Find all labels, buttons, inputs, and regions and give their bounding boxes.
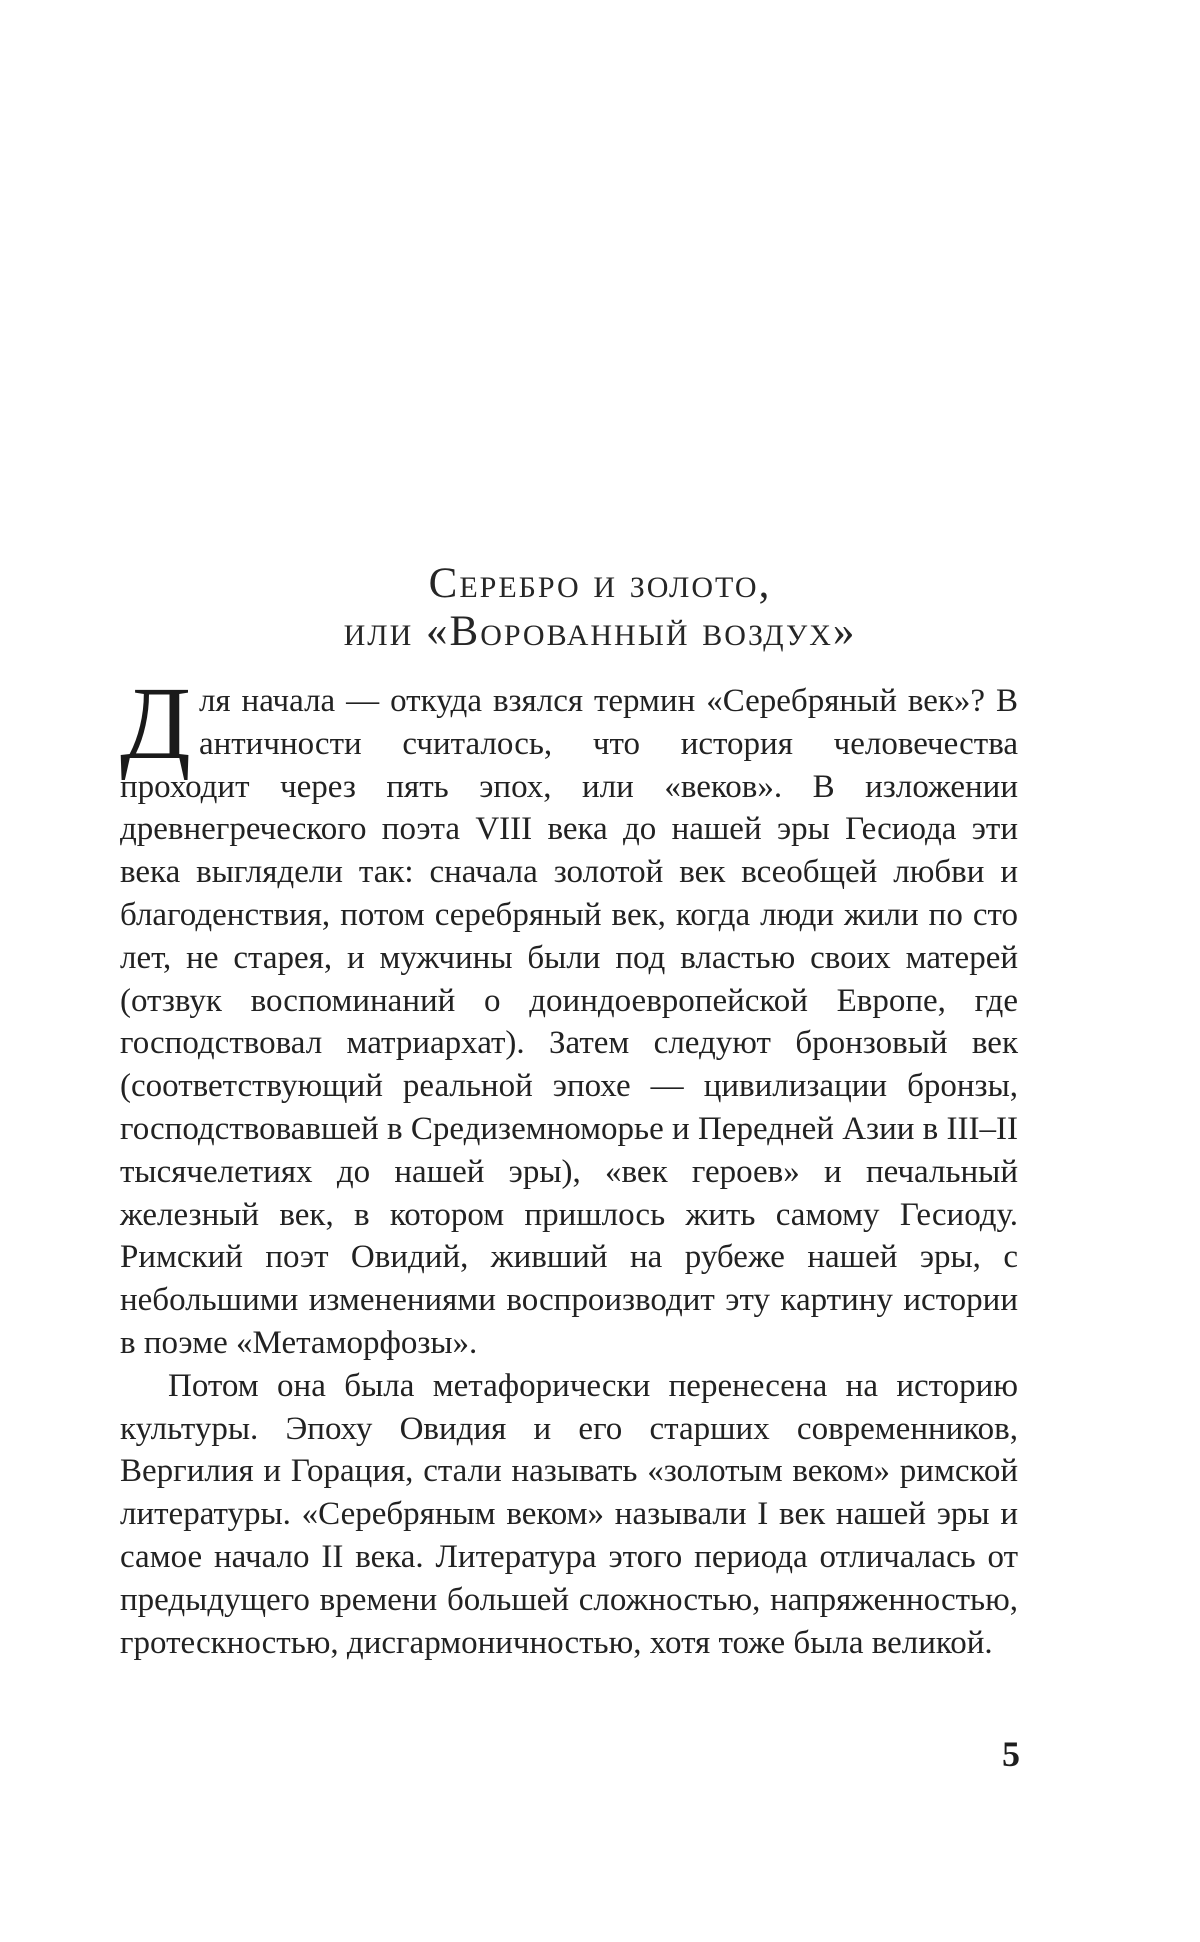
chapter-title xyxy=(0,560,1200,656)
page-number: 5 xyxy=(1002,1734,1020,1774)
body-text xyxy=(120,666,1018,1664)
chapter-title-line-2: или «Ворованный воздух» xyxy=(343,608,857,655)
paragraph-1-text: ля начала — откуда взялся термин «Серебряный век»? В античности считалось, что история человечества проходит через пять эпох, или «веков». В изложении древнегреческого поэта VIII века до нашей эры Гесиода эти века выглядели так: сначала золотой век всеобщей любви и благоденствия, потом серебряный век, когда люди жили по сто лет, не старея, и мужчины были под властью своих матерей (отзвук воспоминаний о доиндоевропейской Европе, где господствовал матриархат). Затем следуют бронзовый век (соответствующий реальной эпохе — цивилизации бронзы, господствовавшей в Средиземноморье и Передней Азии в III–II тысячелетиях до нашей эры), «век героев» и печальный железный век, в котором пришлось жить самому Гесиоду. Римский поэт Овидий, живший на рубеже нашей эры, с небольшими изменениями воспроизводит эту картину истории в поэме «Метаморфозы». xyxy=(120,683,1018,1361)
chapter-title-line-1: Серебро и золото, xyxy=(428,560,772,607)
paragraph-1 xyxy=(120,666,1018,1365)
drop-cap: Д xyxy=(120,666,191,781)
paragraph-2: Потом она была метафорически перенесена на историю культуры. Эпоху Овидия и его старших современников, Вергилия и Горация, стали называть «золотым веком» римской литературы. «Серебряным веком» называли I век нашей эры и самое начало II века. Литература этого периода отличалась от предыдущего времени большей сложностью, напряженностью, гротескностью, дисгармоничностью, хотя тоже была великой. xyxy=(120,1367,1018,1661)
